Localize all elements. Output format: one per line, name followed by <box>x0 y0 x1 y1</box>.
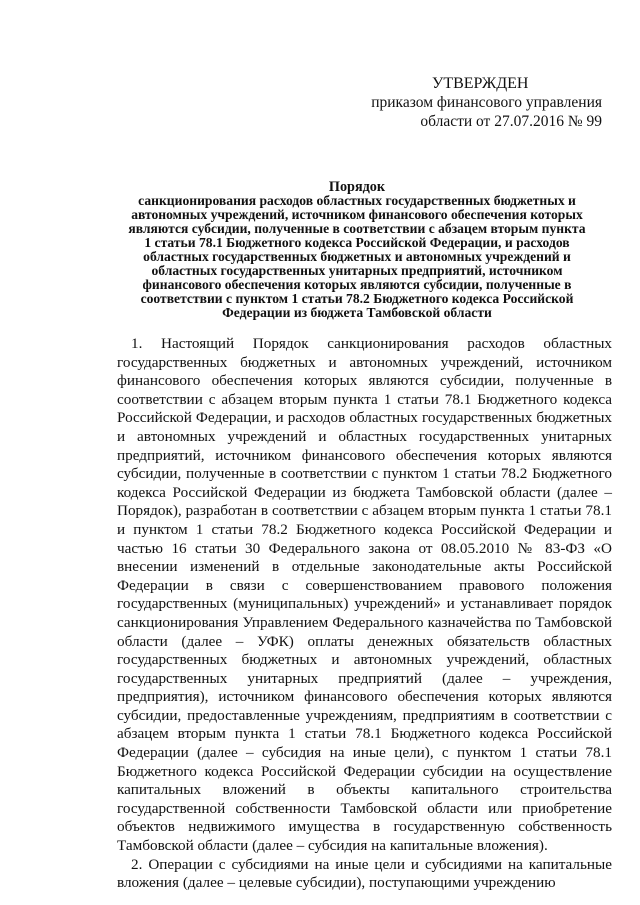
approval-title: УТВЕРЖДЕН <box>432 75 529 92</box>
title-line: Федерации из бюджета Тамбовской области <box>222 305 492 320</box>
title-line: являются субсидии, полученные в соответствии с абзацем вторым пункта <box>128 221 586 236</box>
approval-stamp <box>360 74 610 131</box>
paragraph-1: 1. Настоящий Порядок санкционирования расходов областных государственных бюджетных и автономных учреждений, источником финансового обеспечения которых являются субсидии, полученные в соответствии с абзацем вторым пункта 1 статьи 78.1 Бюджетного кодекса Российской Федерации, и расходов областных государственных бюджетных и автономных учреждений и областных государственных унитарных предприятий, источником финансового обеспечения которых являются субсидии, полученные в соответствии с пунктом 1 статьи 78.2 Бюджетного кодекса Российской Федерации из бюджета Тамбовской области (далее – Порядок), разработан в соответствии с абзацем вторым пункта 1 статьи 78.1 и пунктом 1 статьи 78.2 Бюджетного кодекса Российской Федерации и частью 16 статьи 30 Федерального закона от 08.05.2010 № 83-ФЗ «О внесении изменений в отдельные законодательные акты Российской Федерации в связи с совершенствованием правового положения государственных (муниципальных) учреждений» и устанавливает порядок санкционирования Управлением Федерального казначейства по Тамбовской области (далее – УФК) оплаты денежных обязательств областных государственных бюджетных и автономных учреждений, областных государственных унитарных предприятий (далее – учреждения, предприятия), источником финансового обеспечения которых являются субсидии, предоставленные учреждениям, предприятиям в соответствии с абзацем вторым пункта 1 статьи 78.1 Бюджетного кодекса Российской Федерации (далее – субсидия на иные цели), с пунктом 1 статьи 78.1 Бюджетного кодекса Российской Федерации субсидии на осуществление капитальных вложений в объекты капитального строительства государственной собственности Тамбовской области или приобретение объектов недвижимого имущества в государственную собственность Тамбовской области (далее – субсидия на капитальные вложения). <box>117 335 612 855</box>
document-title <box>108 180 606 320</box>
approval-date-line: области от 27.07.2016 № 99 <box>420 113 602 130</box>
title-line: финансового обеспечения которых являются субсидии, полученные в <box>142 277 572 292</box>
title-line: санкционирования расходов областных государственных бюджетных и <box>138 193 576 208</box>
document-heading: Порядок <box>328 179 386 195</box>
title-line: соответствии с пунктом 1 статьи 78.2 Бюджетного кодекса Российской <box>140 291 574 306</box>
title-line: областных государственных бюджетных и автономных учреждений и <box>143 249 571 264</box>
title-line: областных государственных унитарных предприятий, источником <box>151 263 563 278</box>
title-line: автономных учреждений, источником финансового обеспечения которых <box>131 207 583 222</box>
document-body <box>117 335 612 893</box>
approval-order-line: приказом финансового управления <box>371 94 602 111</box>
title-line: 1 статьи 78.1 Бюджетного кодекса Российской Федерации, и расходов <box>144 235 570 250</box>
paragraph-2: 2. Операции с субсидиями на иные цели и субсидиями на капитальные вложения (далее – целевые субсидии), поступающими учреждению <box>117 855 612 892</box>
